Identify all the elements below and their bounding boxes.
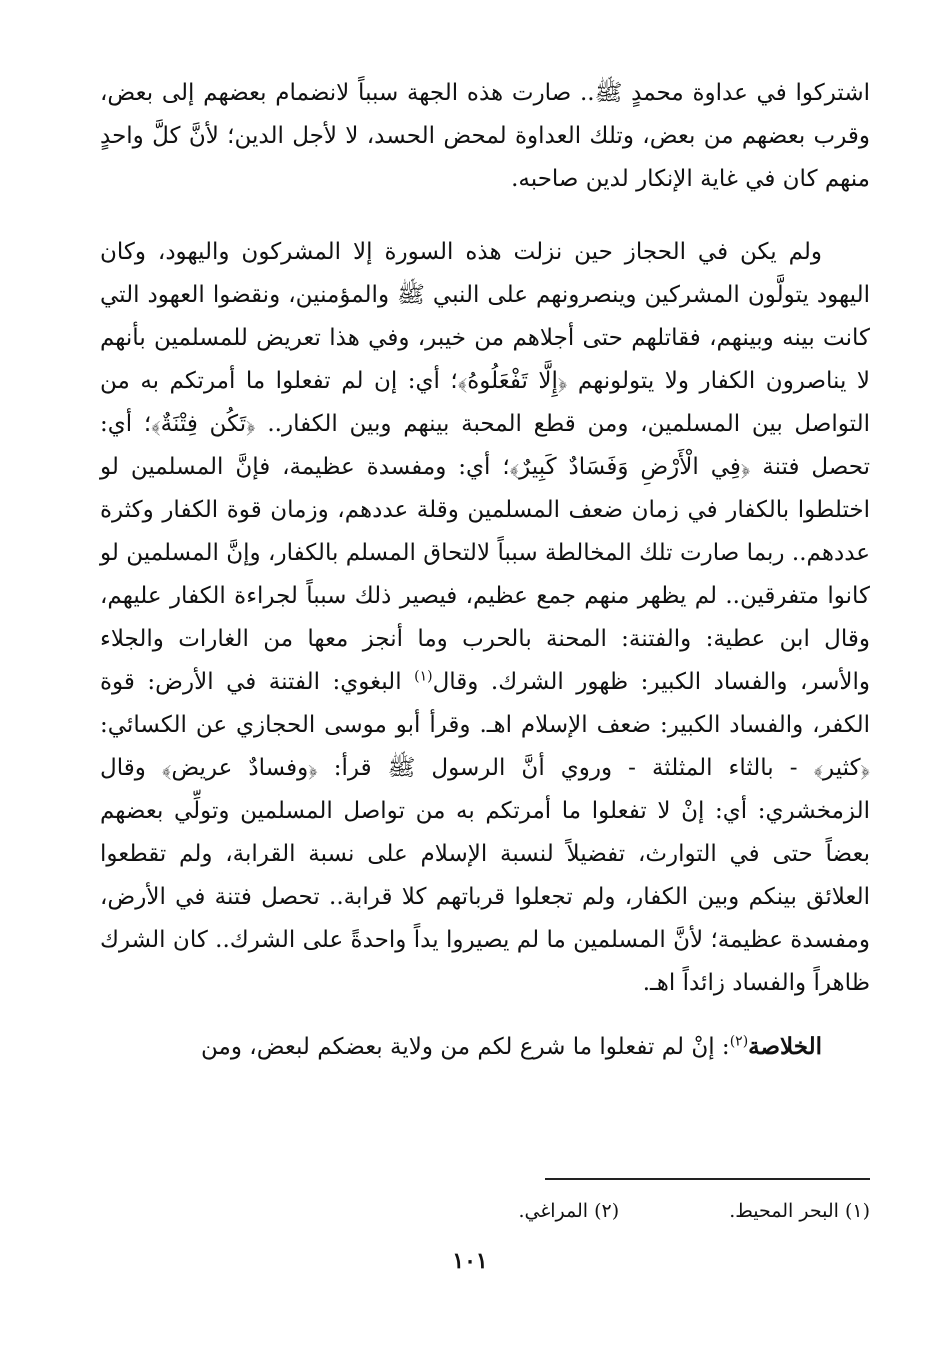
paragraph-3-text: : إنْ لم تفعلوا ما شرع لكم من ولاية بعضكم لبعض، ومن xyxy=(201,1034,730,1060)
page-body xyxy=(100,72,870,1069)
paragraph-2-continuation: البغوي: الفتنة في الأرض: قوة الكفر، والفساد الكبير: ضعف الإسلام اهـ. وقرأ أبو موسى الحجازي عن الكسائي: ﴿كثير﴾ - بالثاء المثلثة - وروي أنَّ الرسول ﷺ قرأ: ﴿وفسادٌ عريض﴾ وقال الزمخشري: أي: إنْ لا تفعلوا ما أمرتكم به من تواصل المسلمين وتولِّي بعضهم بعضاً حتى في التوارث، تفضيلاً لنسبة الإسلام على نسبة القرابة، ولم تقطعوا العلائق بينكم وبين الكفار، ولم تجعلوا قرباتهم كلا قرابة.. تحصل فتنة في الأرض، ومفسدة عظيمة؛ لأنَّ المسلمين ما لم يصيروا يداً واحدةً على الشرك.. كان الشرك ظاهراً والفساد زائداً اهـ. xyxy=(100,669,870,996)
summary-heading: الخلاصة xyxy=(748,1033,822,1060)
footnote-marker-2: (٢) xyxy=(729,1033,749,1050)
paragraph-3 xyxy=(100,1025,870,1069)
page-number: ١٠١ xyxy=(452,1248,488,1274)
footnote-divider xyxy=(545,1178,870,1180)
footnote-1: (١) البحر المحيط. xyxy=(729,1200,870,1222)
paragraph-2 xyxy=(100,231,870,1005)
paragraph-2-text: ولم يكن في الحجاز حين نزلت هذه السورة إلا المشركون واليهود، وكان اليهود يتولَّون المشركين وينصرونهم على النبي ﷺ والمؤمنين، ونقضوا العهود التي كانت بينه وبينهم، فقاتلهم حتى أجلاهم من خيبر، وفي هذا تعريض للمسلمين بأنهم لا يناصرون الكفار ولا يتولونهم ﴿إِلَّا تَفْعَلُوهُ﴾؛ أي: إن لم تفعلوا ما أمرتكم به من التواصل بين المسلمين، ومن قطع المحبة بينهم وبين الكفار.. ﴿تَكُن فِتْنَةٌ﴾؛ أي: تحصل فتنة ﴿فِي الْأَرْضِ وَفَسَادٌ كَبِيرٌ﴾؛ أي: ومفسدة عظيمة، فإنَّ المسلمين لو اختلطوا بالكفار في زمان ضعف المسلمين وقلة عددهم، وزمان قوة الكفار وكثرة عددهم.. ربما صارت تلك المخالطة سبباً لالتحاق المسلم بالكفار، وإنَّ المسلمين لو كانوا متفرقين.. لم يظهر منهم جمع عظيم، فيصير ذلك سبباً لجراءة الكفار عليهم، وقال ابن عطية: والفتنة: المحنة بالحرب وما أنجز معها من الغارات والجلاء والأسر، والفساد الكبير: ظهور الشرك. وقال xyxy=(100,239,871,695)
footnotes xyxy=(330,1196,870,1226)
footnote-2: (٢) المراغي. xyxy=(518,1200,620,1222)
footnote-marker-1: (١) xyxy=(414,668,433,685)
paragraph-1: اشتركوا في عداوة محمدٍ ﷺ.. صارت هذه الجهة سبباً لانضمام بعضهم إلى بعض، وقرب بعضهم من بعض، وتلك العداوة لمحض الحسد، لا لأجل الدين؛ لأنَّ كلَّ واحدٍ منهم كان في غاية الإنكار لدين صاحبه. xyxy=(100,80,870,192)
